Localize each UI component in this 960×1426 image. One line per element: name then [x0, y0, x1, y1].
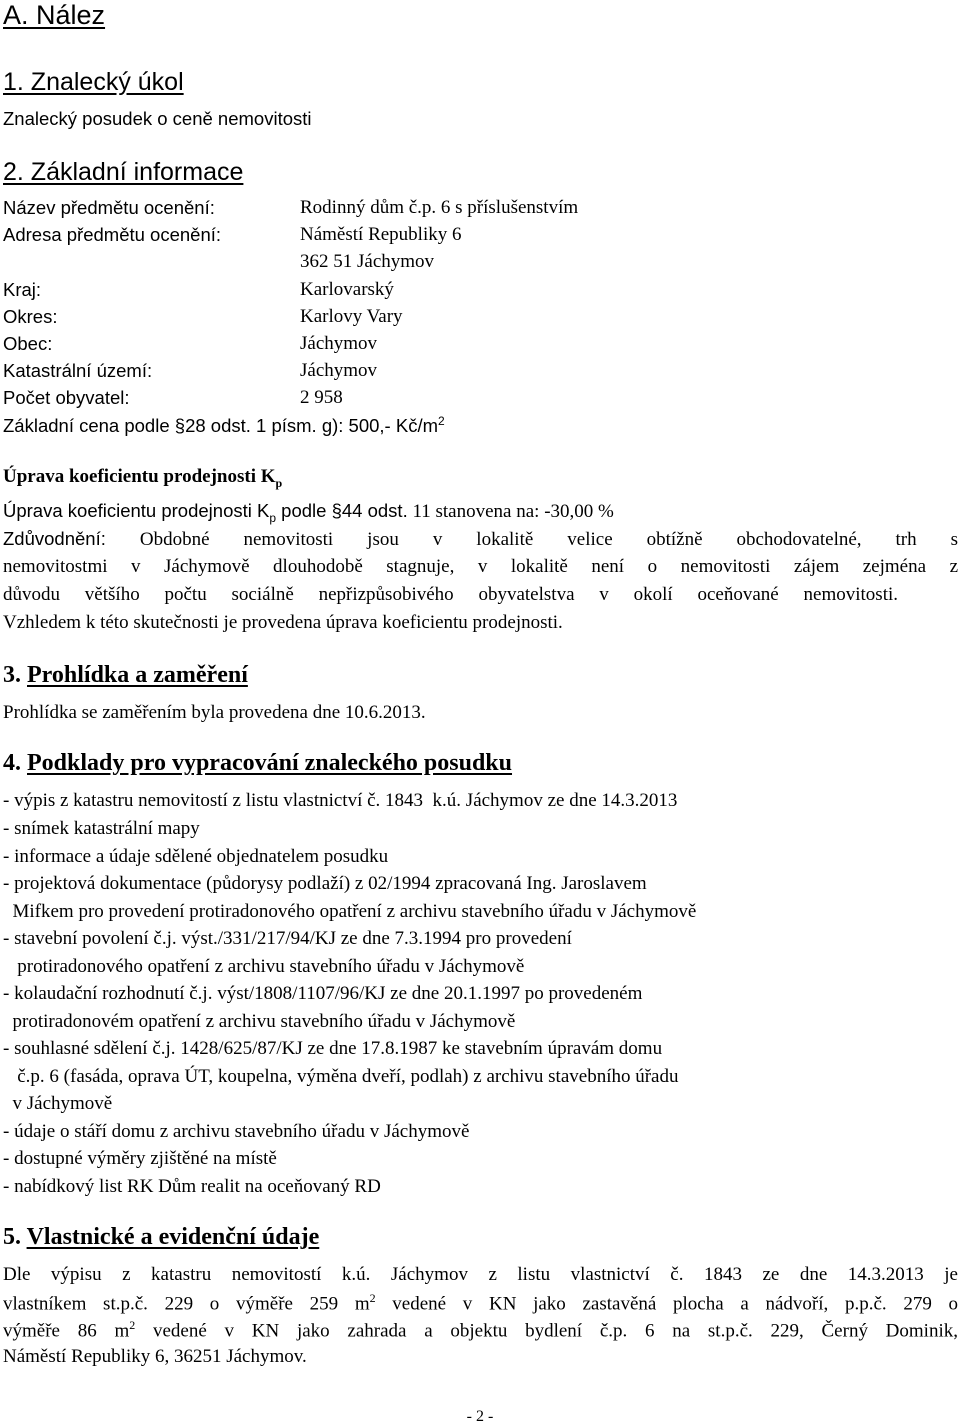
info-value: Jáchymov: [300, 333, 378, 354]
list-item: protiradonovém opatření z archivu stavebního úřadu v Jáchymově: [3, 1011, 516, 1032]
kp-heading-text: Úprava koeficientu prodejnosti K: [3, 466, 276, 487]
justification-line-4: Vzhledem k této skutečnosti je provedena úprava koeficientu prodejnosti.: [3, 612, 563, 633]
info-value: Jáchymov: [300, 360, 378, 381]
page-number: - 2 -: [466, 1408, 494, 1425]
kp-line: [3, 500, 614, 525]
justification-line-2: nemovitostmi v Jáchymově dlouhodobě stagnuje, v lokalitě není o nemovitosti zájem zejména z: [3, 556, 958, 577]
info-row: [0, 279, 960, 305]
kp-heading-sub: p: [275, 475, 283, 490]
info-label: Adresa předmětu ocenění:: [3, 224, 222, 245]
ownership-title: Vlastnické a evidenční údaje: [26, 1224, 320, 1250]
ownership-number: 5.: [3, 1224, 27, 1250]
kp-line-b: podle: [276, 500, 332, 521]
list-item: v Jáchymově: [3, 1093, 113, 1114]
section-sign-icon: §: [174, 415, 186, 437]
info-label: Počet obyvatel:: [3, 387, 130, 408]
info-value: Rodinný dům č.p. 6 s příslušenstvím: [300, 197, 579, 218]
kp-line-c: 44 odst.: [341, 500, 408, 521]
inspection-heading: [3, 662, 248, 689]
ownership-line-2: [3, 1291, 958, 1315]
list-item: - informace a údaje sdělené objednatelem posudku: [3, 846, 389, 867]
info-value: 2 958: [300, 387, 343, 408]
info-label: Kraj:: [3, 279, 42, 300]
basic-heading: 2. Základní informace: [3, 158, 244, 186]
ownership-line-4: Náměstí Republiky 6, 36251 Jáchymov.: [3, 1346, 307, 1367]
documents-heading: [3, 750, 512, 777]
info-label: Název předmětu ocenění:: [3, 197, 215, 218]
list-item: č.p. 6 (fasáda, oprava ÚT, koupelna, výměna dveří, podlah) z archivu stavebního úřadu: [3, 1066, 679, 1087]
info-label: Okres:: [3, 306, 58, 327]
section-sign-icon: §: [331, 500, 342, 521]
info-row: [0, 333, 960, 359]
info-value: 362 51 Jáchymov: [300, 251, 435, 272]
info-value: Karlovy Vary: [300, 306, 403, 327]
ownership-line-1: Dle výpisu z katastru nemovitostí k.ú. Jáchymov z listu vlastnictví č. 1843 ze dne 14.3.2013 je: [3, 1264, 958, 1285]
info-row: [0, 387, 960, 413]
task-heading: 1. Znalecký úkol: [3, 68, 184, 96]
justification-label: Zdůvodnění:: [3, 528, 106, 549]
list-item: - dostupné výměry zjištěné na místě: [3, 1148, 277, 1169]
base-price-section: 28 odst. 1 písm. g): 500,- Kč/m: [185, 415, 439, 437]
list-item: Mifkem pro provedení protiradonového opatření z archivu stavebního úřadu v Jáchymově: [3, 901, 697, 922]
task-text: Znalecký posudek o ceně nemovitosti: [3, 108, 312, 129]
list-item: - údaje o stáří domu z archivu stavebního úřadu v Jáchymově: [3, 1121, 470, 1142]
inspection-number: 3.: [3, 662, 27, 688]
justification-line-1: [3, 528, 958, 551]
info-row: [0, 197, 960, 223]
ownership-line-3: [3, 1318, 958, 1342]
list-item: - projektová dokumentace (půdorysy podlaží) z 02/1994 zpracovaná Ing. Jaroslavem: [3, 873, 647, 894]
documents-number: 4.: [3, 750, 27, 776]
info-row: [0, 306, 960, 332]
section-title: A. Nález: [3, 0, 106, 30]
info-row: [0, 224, 960, 250]
kp-line-a: Úprava koeficientu prodejnosti K: [3, 500, 270, 521]
list-item: - stavební povolení č.j. výst./331/217/94/KJ ze dne 7.3.1994 pro provedení: [3, 928, 572, 949]
ownership-line-3-b: vedené v KN jako zahrada a objektu bydlení č.p. 6 na st.p.č. 229, Černý Dominik,: [135, 1320, 958, 1342]
ownership-line-2-b: vedené v KN jako zastavěná plocha a nádvoří, p.p.č. 279 o: [375, 1293, 959, 1315]
kp-heading: [3, 466, 282, 491]
info-value: Karlovarský: [300, 279, 394, 300]
list-item: - snímek katastrální mapy: [3, 818, 200, 839]
list-item: - souhlasné sdělení č.j. 1428/625/87/KJ ze dne 17.8.1987 ke stavebním úpravám domu: [3, 1038, 663, 1059]
base-price-sup: 2: [438, 414, 445, 428]
documents-title: Podklady pro vypracování znaleckého posudku: [27, 750, 513, 776]
info-label: Katastrální území:: [3, 360, 153, 381]
base-price-line: [3, 414, 445, 437]
ownership-line-2-sup: 2: [369, 1291, 376, 1305]
info-value: Náměstí Republiky 6: [300, 224, 462, 245]
ownership-line-3-sup: 2: [129, 1318, 136, 1332]
info-label: Obec:: [3, 333, 53, 354]
kp-line-sub: p: [269, 510, 277, 525]
list-item: - výpis z katastru nemovitostí z listu vlastnictví č. 1843 k.ú. Jáchymov ze dne 14.3.2013: [3, 790, 678, 811]
list-item: - kolaudační rozhodnutí č.j. výst/1808/1107/96/KJ ze dne 20.1.1997 po provedeném: [3, 983, 643, 1004]
inspection-title: Prohlídka a zaměření: [27, 662, 248, 688]
base-price-prefix: Základní cena podle: [3, 415, 175, 437]
list-item: - nabídkový list RK Dům realit na oceňovaný RD: [3, 1176, 381, 1197]
kp-line-d: 11 stanovena na: -30,00 %: [407, 501, 614, 522]
list-item: protiradonového opatření z archivu stavebního úřadu v Jáchymově: [3, 956, 525, 977]
justification-line-3: důvodu většího počtu sociálně nepřizpůsobivého obyvatelstva v okolí oceňované nemovitosti.: [3, 584, 898, 605]
info-row: [0, 251, 960, 277]
justification-text: Obdobné nemovitosti jsou v lokalitě velice obtížně obchodovatelné, trh s: [139, 529, 958, 550]
ownership-line-2-a: vlastníkem st.p.č. 229 o výměře 259 m: [3, 1293, 370, 1315]
info-row: [0, 360, 960, 386]
inspection-text: Prohlídka se zaměřením byla provedena dne 10.6.2013.: [3, 702, 426, 723]
ownership-line-3-a: výměře 86 m: [3, 1320, 130, 1342]
ownership-heading: [3, 1224, 319, 1251]
